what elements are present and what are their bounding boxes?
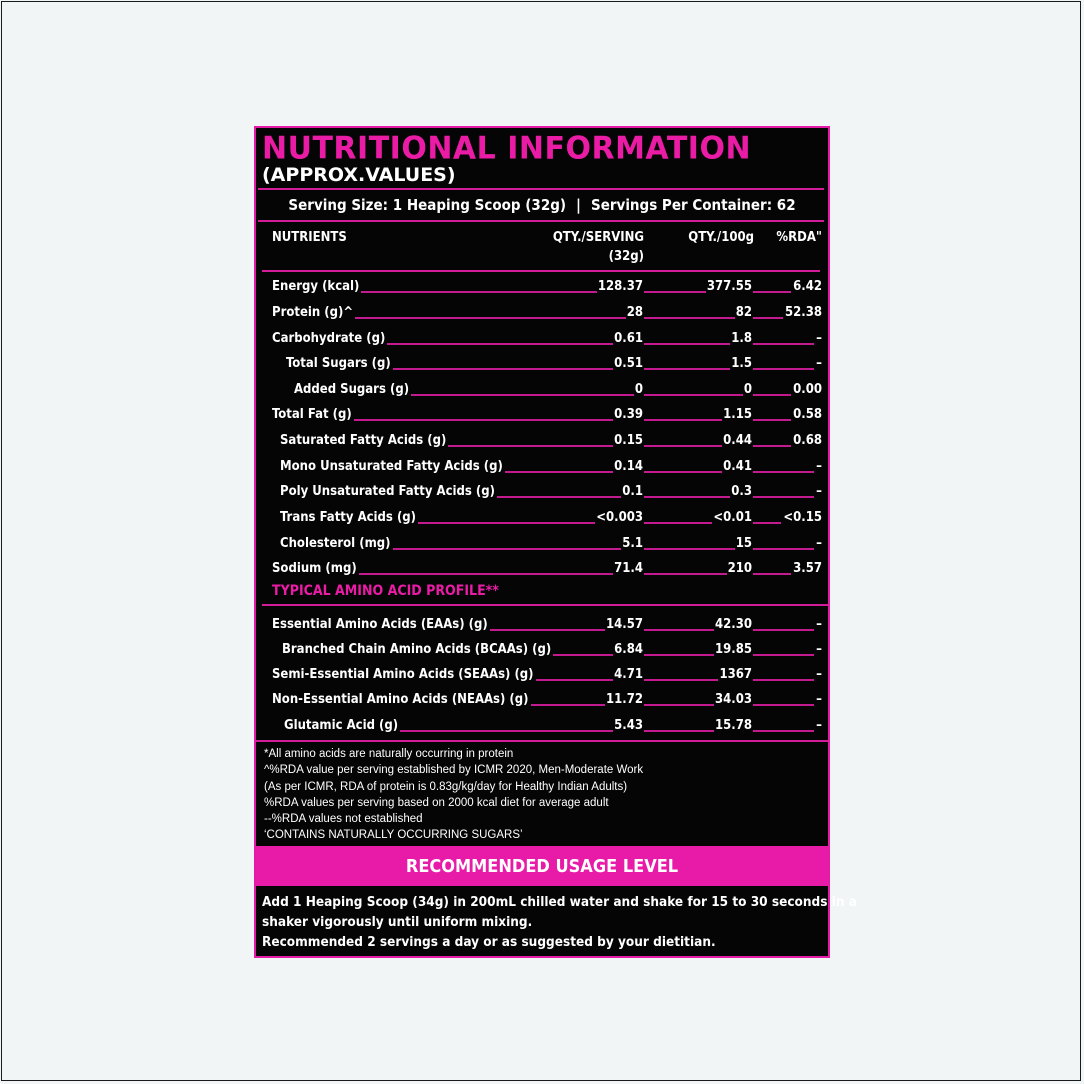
qty-per-serving: 28 [626, 305, 643, 320]
table-row [256, 558, 828, 580]
qty-per-100g: 15.78 [715, 718, 752, 733]
nutrient-name: Essential Amino Acids (EAAs) (g) [272, 617, 488, 632]
leader-line [753, 730, 814, 732]
rda-value: – [816, 356, 822, 371]
nutrient-name: Semi-Essential Amino Acids (SEAAs) (g) [272, 667, 534, 682]
rda-value: 0.58 [793, 407, 822, 422]
leader-line [448, 445, 613, 447]
usage-line: Add 1 Heaping Scoop (34g) in 200mL chilled water and shake for 15 to 30 seconds in a [262, 894, 857, 910]
rda-value: – [816, 642, 822, 657]
leader-line [536, 679, 613, 681]
divider [258, 188, 824, 190]
rda-value: 6.42 [793, 279, 822, 294]
qty-per-100g: 377.55 [706, 279, 752, 294]
nutrition-label [254, 126, 857, 958]
serving-size: Serving Size: 1 Heaping Scoop (32g) [288, 196, 567, 214]
qty-per-100g: 19.85 [715, 642, 752, 657]
qty-per-serving: 6.84 [614, 642, 643, 657]
leader-line [753, 471, 814, 473]
qty-per-serving: 0.61 [614, 331, 643, 346]
rda-value: – [816, 667, 822, 682]
nutrient-name: Protein (g)^ [272, 305, 354, 320]
leader-line [644, 730, 714, 732]
footnote: --%RDA values not established [264, 813, 423, 826]
table-row [256, 507, 828, 529]
nutrient-name: Energy (kcal) [272, 279, 360, 294]
nutrient-name: Poly Unsaturated Fatty Acids (g) [280, 484, 495, 499]
rda-value: – [816, 692, 822, 707]
rda-value: – [816, 617, 822, 632]
leader-line [753, 317, 783, 319]
leader-line [355, 317, 626, 319]
nutrient-name: Total Sugars (g) [286, 356, 391, 371]
leader-line [644, 394, 743, 396]
table-row [256, 639, 828, 661]
leader-line [753, 419, 791, 421]
leader-line [644, 419, 722, 421]
label-title: NUTRITIONAL INFORMATION [262, 130, 752, 167]
amino-title: TYPICAL AMINO ACID PROFILE** [272, 583, 499, 599]
footnote: *All amino acids are naturally occurring in protein [264, 748, 514, 760]
usage-heading: RECOMMENDED USAGE LEVEL [256, 846, 828, 886]
nutrient-name: Mono Unsaturated Fatty Acids (g) [280, 459, 503, 474]
table-row [256, 481, 828, 503]
leader-line [644, 445, 722, 447]
leader-line [553, 654, 613, 656]
leader-line [393, 548, 621, 550]
qty-per-100g: <0.01 [713, 510, 752, 525]
serving-separator: | [576, 196, 581, 214]
qty-per-100g: 210 [727, 561, 752, 576]
table-row [256, 430, 828, 452]
servings-per-container: Servings Per Container: 62 [590, 196, 796, 214]
leader-line [644, 471, 722, 473]
nutrient-name: Sodium (mg) [272, 561, 357, 576]
leader-line [400, 730, 613, 732]
qty-per-100g: 1.8 [731, 331, 752, 346]
leader-line [753, 496, 814, 498]
qty-per-serving: 128.37 [597, 279, 643, 294]
qty-per-serving: 0 [634, 382, 643, 397]
nutrient-name: Cholesterol (mg) [280, 536, 391, 551]
leader-line [753, 654, 814, 656]
table-row [256, 379, 828, 401]
leader-line [497, 496, 621, 498]
table-row [256, 715, 828, 737]
serving-info [256, 196, 828, 214]
header-per-serving-line2: (32g) [608, 249, 644, 264]
nutrient-name: Trans Fatty Acids (g) [280, 510, 417, 525]
leader-line [490, 629, 605, 631]
rda-value: <0.15 [783, 510, 822, 525]
footnote: ^%RDA value per serving established by ICMR 2020, Men-Moderate Work [264, 764, 644, 777]
header-nutrients: NUTRIENTS [272, 230, 347, 245]
qty-per-100g: 15 [735, 536, 752, 551]
table-row [256, 353, 828, 375]
table-row [256, 689, 828, 711]
qty-per-serving: 11.72 [606, 692, 643, 707]
leader-line [644, 343, 730, 345]
leader-line [644, 548, 735, 550]
leader-line [393, 368, 613, 370]
footnote: (As per ICMR, RDA of protein is 0.83g/kg/day for Healthy Indian Adults) [264, 780, 628, 793]
table-row [256, 302, 828, 324]
table-row [256, 664, 828, 686]
leader-line [644, 496, 730, 498]
leader-line [644, 368, 730, 370]
nutrient-name: Non-Essential Amino Acids (NEAAs) (g) [272, 692, 529, 707]
table-row [256, 404, 828, 426]
table-row [256, 328, 828, 350]
nutrient-name: Glutamic Acid (g) [284, 718, 399, 733]
leader-line [354, 419, 613, 421]
qty-per-serving: 0.1 [622, 484, 643, 499]
qty-per-serving: 0.14 [614, 459, 643, 474]
nutrient-name: Saturated Fatty Acids (g) [280, 433, 447, 448]
header-per-100g: QTY./100g [688, 230, 754, 245]
qty-per-100g: 82 [735, 305, 752, 320]
leader-line [644, 704, 714, 706]
rda-value: – [816, 484, 822, 499]
qty-per-serving: 5.1 [622, 536, 643, 551]
leader-line [644, 522, 712, 524]
rda-value: 3.57 [793, 561, 822, 576]
rda-value: – [816, 331, 822, 346]
table-row [256, 276, 828, 298]
nutrient-name: Added Sugars (g) [294, 382, 410, 397]
rda-value: – [816, 459, 822, 474]
divider [262, 270, 820, 272]
header-rda: %RDA" [776, 230, 822, 245]
nutrient-name: Total Fat (g) [272, 407, 352, 422]
table-row [256, 533, 828, 555]
rda-value: 52.38 [785, 305, 822, 320]
qty-per-100g: 42.30 [715, 617, 752, 632]
nutrient-name: Carbohydrate (g) [272, 331, 386, 346]
header-per-serving [553, 228, 644, 266]
leader-line [753, 522, 781, 524]
nutrient-name: Branched Chain Amino Acids (BCAAs) (g) [282, 642, 552, 657]
leader-line [387, 343, 613, 345]
leader-line [753, 704, 814, 706]
divider [262, 604, 828, 606]
qty-per-100g: 1.5 [731, 356, 752, 371]
usage-line: shaker vigorously until uniform mixing. [262, 914, 533, 930]
qty-per-serving: 0.39 [614, 407, 643, 422]
qty-per-100g: 0.41 [723, 459, 752, 474]
qty-per-100g: 0.44 [723, 433, 752, 448]
footnotes [264, 746, 643, 844]
leader-line [753, 679, 814, 681]
rda-value: 0.68 [793, 433, 822, 448]
qty-per-100g: 34.03 [715, 692, 752, 707]
label-subtitle: (APPROX.VALUES) [262, 164, 456, 186]
header-per-serving-line1: QTY./SERVING [552, 230, 644, 245]
leader-line [753, 343, 814, 345]
qty-per-serving: 4.71 [614, 667, 643, 682]
leader-line [505, 471, 613, 473]
leader-line [753, 291, 791, 293]
footnote: %RDA values per serving based on 2000 kcal diet for average adult [264, 796, 609, 809]
rda-value: – [816, 536, 822, 551]
leader-line [644, 679, 718, 681]
leader-line [531, 704, 605, 706]
leader-line [644, 317, 735, 319]
divider [256, 740, 828, 742]
leader-line [753, 629, 814, 631]
leader-line [753, 548, 814, 550]
leader-line [359, 573, 613, 575]
table-row [256, 614, 828, 636]
qty-per-serving: 5.43 [614, 718, 643, 733]
qty-per-serving: 0.15 [614, 433, 643, 448]
rda-value: – [816, 718, 822, 733]
leader-line [753, 394, 791, 396]
qty-per-serving: <0.003 [596, 510, 643, 525]
usage-text [262, 892, 857, 952]
qty-per-100g: 1.15 [723, 407, 752, 422]
leader-line [644, 573, 727, 575]
leader-line [753, 445, 791, 447]
leader-line [644, 654, 714, 656]
leader-line [418, 522, 595, 524]
usage-line: Recommended 2 servings a day or as suggested by your dietitian. [262, 934, 716, 950]
footnote: ‘CONTAINS NATURALLY OCCURRING SUGARS’ [264, 829, 523, 842]
qty-per-serving: 14.57 [606, 617, 643, 632]
qty-per-100g: 1367 [719, 667, 752, 682]
qty-per-100g: 0 [743, 382, 752, 397]
table-row [256, 456, 828, 478]
qty-per-100g: 0.3 [731, 484, 752, 499]
divider [258, 220, 824, 222]
leader-line [753, 573, 791, 575]
leader-line [644, 629, 714, 631]
leader-line [644, 291, 706, 293]
qty-per-serving: 71.4 [614, 561, 643, 576]
leader-line [411, 394, 634, 396]
rda-value: 0.00 [793, 382, 822, 397]
leader-line [361, 291, 597, 293]
leader-line [753, 368, 814, 370]
qty-per-serving: 0.51 [614, 356, 643, 371]
